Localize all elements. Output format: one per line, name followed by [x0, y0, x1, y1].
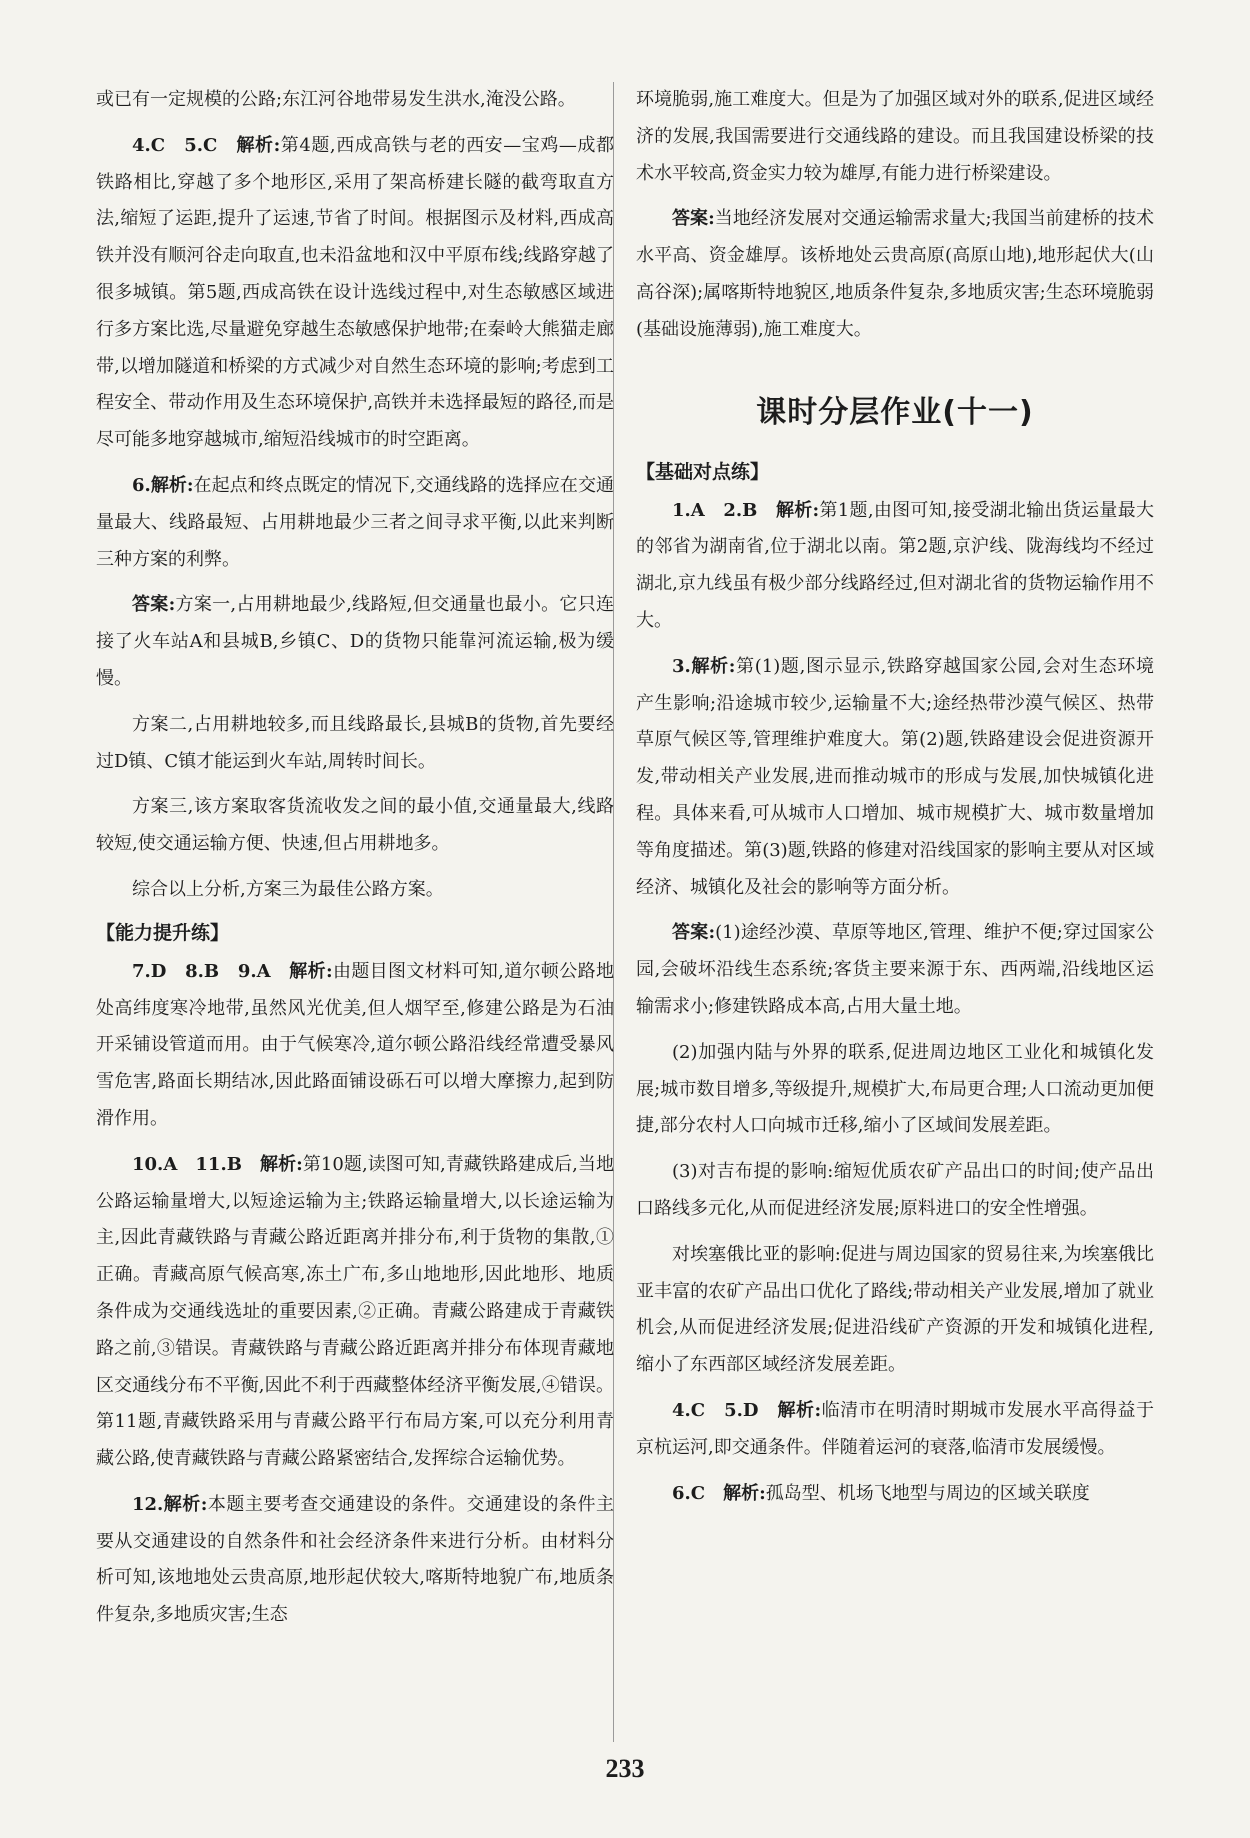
- paragraph: [96, 587, 614, 697]
- section-heading: 【能力提升练】: [96, 921, 230, 944]
- paragraph: [96, 128, 614, 459]
- answer-label: 10.A 11.B 解析:: [132, 1153, 303, 1175]
- paragraph-text: 本题主要考查交通建设的条件。交通建设的条件主要从交通建设的自然条件和社会经济条件来进行分析。由材料分析可知,该地地处云贵高原,地形起伏较大,喀斯特地貌广布,地质条件复杂,多地质灾害;生态: [96, 1493, 614, 1626]
- answer-label: 6.C 解析:: [672, 1482, 766, 1504]
- chapter-title: 课时分层作业(十一): [756, 394, 1034, 430]
- paragraph: [636, 1154, 1154, 1228]
- answer-label: 答案:: [132, 594, 176, 616]
- paragraph-text: (3)对吉布提的影响:缩短优质农矿产品出口的时间;使产品出口路线多元化,从而促进经济发展;原料进口的安全性增强。: [636, 1161, 1154, 1219]
- answer-label: 4.C 5.D 解析:: [672, 1399, 822, 1421]
- paragraph-text: (1)途经沙漠、草原等地区,管理、维护不便;穿过国家公园,会破坏沿线生态系统;客货主要来源于东、西两端,沿线地区运输需求小;修建铁路成本高,占用大量土地。: [636, 922, 1155, 1017]
- paragraph: [636, 1237, 1154, 1384]
- section-heading: 【基础对点练】: [636, 460, 770, 483]
- paragraph: [636, 1393, 1154, 1467]
- paragraph-text: 临清市在明清时期城市发展水平高得益于京杭运河,即交通条件。伴随着运河的衰落,临清市发展缓慢。: [636, 1399, 1154, 1458]
- paragraph-text: 第4题,西成高铁与老的西安—宝鸡—成都铁路相比,穿越了多个地形区,采用了架高桥建长隧的截弯取直方法,缩短了运距,提升了运速,节省了时间。根据图示及材料,西成高铁并没有顺河谷走向取直,也未沿盆地和汉中平原布线;线路穿越了很多城镇。第5题,西成高铁在设计选线过程中,对生态敏感区域进行多方案比选,尽量避免穿越生态敏感保护地带;在秦岭大熊猫走廊带,以增加隧道和桥梁的方式减少对自然生态环境的影响;考虑到工程安全、带动作用及生态环境保护,高铁并未选择最短的路径,而是尽可能多地穿越城市,缩短沿线城市的时空距离。: [96, 134, 614, 451]
- paragraph-text: 方案三,该方案取客货流收发之间的最小值,交通量最大,线路较短,使交通运输方便、快速,但占用耕地多。: [96, 796, 614, 855]
- paragraph-text: (2)加强内陆与外界的联系,促进周边地区工业化和城镇化发展;城市数目增多,等级提升,规模扩大,布局更合理;人口流动更加便捷,部分农村人口向城市迁移,缩小了区域间发展差距。: [636, 1041, 1154, 1137]
- paragraph-text: 孤岛型、机场飞地型与周边的区域关联度: [765, 1482, 1090, 1504]
- answer-label: 4.C 5.C 解析:: [132, 134, 281, 156]
- paragraph-text: 第(1)题,图示显示,铁路穿越国家公园,会对生态环境产生影响;沿途城市较少,运输量不大;途经热带沙漠气候区、热带草原气候区等,管理维护难度大。第(2)题,铁路建设会促进资源开发,带动相关产业发展,进而推动城市的形成与发展,加快城镇化进程。具体来看,可从城市人口增加、城市规模扩大、城市数量增加等角度描述。第(3)题,铁路的修建对沿线国家的影响主要从对区域经济、城镇化及社会的影响等方面分析。: [636, 655, 1155, 898]
- paragraph-text: 方案二,占用耕地较多,而且线路最长,县城B的货物,首先要经过D镇、C镇才能运到火车站,周转时间长。: [96, 713, 614, 772]
- paragraph-text: 对埃塞俄比亚的影响:促进与周边国家的贸易往来,为埃塞俄比亚丰富的农矿产品出口优化了路线;带动相关产业发展,增加了就业机会,从而促进经济发展;促进沿线矿产资源的开发和城镇化进程,缩小了东西部区域经济发展差距。: [636, 1243, 1154, 1376]
- page-number: 233: [605, 1754, 645, 1783]
- paragraph-text: 综合以上分析,方案三为最佳公路方案。: [132, 878, 444, 900]
- paragraph: [636, 201, 1154, 348]
- answer-label: 7.D 8.B 9.A 解析:: [132, 960, 333, 982]
- paragraph-text: 或已有一定规模的公路;东江河谷地带易发生洪水,淹没公路。: [96, 89, 576, 110]
- left-column: [96, 82, 614, 1643]
- paragraph: [636, 649, 1154, 907]
- answer-label: 答案:: [672, 922, 716, 944]
- answer-label: 6.解析:: [132, 474, 194, 496]
- paragraph: [636, 1035, 1154, 1145]
- paragraph: [96, 1487, 614, 1634]
- answer-label: 3.解析:: [672, 655, 736, 677]
- right-column: [636, 82, 1154, 1521]
- paragraph: [96, 789, 614, 863]
- paragraph: [96, 82, 614, 119]
- paragraph-text: 在起点和终点既定的情况下,交通线路的选择应在交通量最大、线路最短、占用耕地最少三者之间寻求平衡,以此来判断三种方案的利弊。: [96, 474, 614, 570]
- paragraph: [636, 493, 1154, 640]
- paragraph-text: 环境脆弱,施工难度大。但是为了加强区域对外的联系,促进区域经济的发展,我国需要进行交通线路的建设。而且我国建设桥梁的技术水平较高,资金实力较为雄厚,有能力进行桥梁建设。: [636, 89, 1154, 184]
- paragraph: [96, 954, 614, 1138]
- paragraph: [636, 1476, 1154, 1513]
- paragraph: [636, 82, 1154, 192]
- paragraph: [636, 915, 1154, 1025]
- paragraph: [96, 1147, 614, 1478]
- paragraph-text: 第10题,读图可知,青藏铁路建成后,当地公路运输量增大,以短途运输为主;铁路运输量增大,以长途运输为主,因此青藏铁路与青藏公路近距离并排分布,利于货物的集散,①正确。青藏高原气候高寒,冻土广布,多山地地形,因此地形、地质条件成为交通线选址的重要因素,②正确。青藏公路建成于青藏铁路之前,③错误。青藏铁路与青藏公路近距离并排分布体现青藏地区交通线分布不平衡,因此不利于西藏整体经济平衡发展,④错误。第11题,青藏铁路采用与青藏公路平行布局方案,可以充分利用青藏公路,使青藏铁路与青藏公路紧密结合,发挥综合运输优势。: [96, 1153, 614, 1470]
- answer-label: 12.解析:: [132, 1493, 208, 1515]
- answer-label: 1.A 2.B 解析:: [672, 499, 820, 521]
- paragraph-text: 第1题,由图可知,接受湖北输出货运量最大的邻省为湖南省,位于湖北以南。第2题,京沪线、陇海线均不经过湖北,京九线虽有极少部分线路经过,但对湖北省的货物运输作用不大。: [636, 499, 1154, 631]
- paragraph-text: 由题目图文材料可知,道尔顿公路地处高纬度寒冷地带,虽然风光优美,但人烟罕至,修建公路是为石油开采铺设管道而用。由于气候寒冷,道尔顿公路沿线经常遭受暴风雪危害,路面长期结冰,因此路面铺设砾石可以增大摩擦力,起到防滑作用。: [96, 960, 614, 1129]
- answer-label: 答案:: [672, 208, 715, 230]
- paragraph: [96, 872, 614, 909]
- paragraph: [96, 707, 614, 781]
- paragraph-text: 当地经济发展对交通运输需求量大;我国当前建桥的技术水平高、资金雄厚。该桥地处云贵高原(高原山地),地形起伏大(山高谷深);属喀斯特地貌区,地质条件复杂,多地质灾害;生态环境脆弱(基础设施薄弱),施工难度大。: [636, 208, 1154, 340]
- paragraph: [96, 468, 614, 578]
- paragraph-text: 方案一,占用耕地最少,线路短,但交通量也最小。它只连接了火车站A和县城B,乡镇C、D的货物只能靠河流运输,极为缓慢。: [96, 594, 614, 689]
